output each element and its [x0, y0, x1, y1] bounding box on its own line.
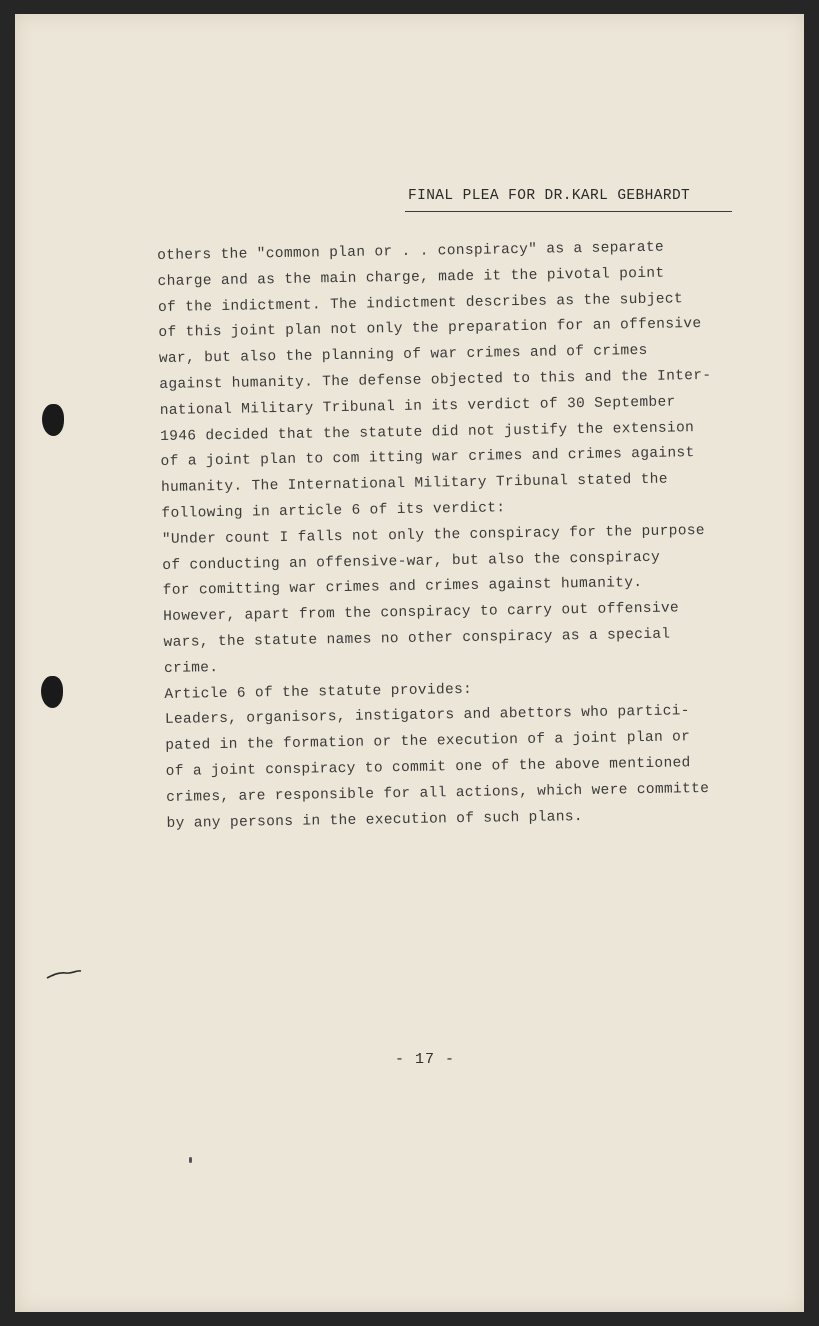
text-line: against humanity. The defense objected to this and the Inter- [159, 367, 712, 393]
text-line: of the indictment. The indictment describes as the subject [157, 290, 684, 316]
text-line: charge and as the main charge, made it the pivotal point [157, 265, 665, 290]
text-line: others the "common plan or . . conspiracy" as a separate [157, 239, 665, 264]
text-line: war, but also the planning of war crimes and of crimes [158, 343, 648, 368]
text-line: following in article 6 of its verdict: [161, 500, 506, 522]
text-line: Leaders, organisors, instigators and abettors who partici- [164, 703, 690, 729]
text-line: crime. [163, 659, 219, 677]
text-line: national Military Tribunal in its verdict of 30 September [159, 394, 676, 419]
text-line: of a joint conspiracy to commit one of the above mentioned [165, 755, 691, 780]
text-line: 1946 decided that the statute did not justify the extension [160, 419, 695, 445]
punch-hole [42, 404, 64, 436]
text-line: However, apart from the conspiracy to carry out offensive [163, 600, 680, 626]
text-line: wars, the statute names no other conspiracy as a special [163, 626, 671, 651]
text-line: pated in the formation or the execution of a joint plan or [165, 729, 691, 755]
ink-speck [189, 1157, 192, 1163]
text-line: of conducting an offensive-war, but also the conspiracy [162, 549, 661, 574]
text-line: Article 6 of the statute provides: [164, 681, 473, 703]
text-line: of a joint plan to com itting war crimes and crimes against [160, 445, 695, 471]
text-line: humanity. The International Military Tribunal stated the [160, 471, 669, 497]
document-header: FINAL PLEA FOR DR.KARL GEBHARDT [408, 188, 691, 204]
text-line: for comitting war crimes and crimes against humanity. [162, 575, 643, 600]
text-line: "Under count I falls not only the conspiracy for the purpose [161, 522, 706, 548]
text-line: by any persons in the execution of such plans. [166, 808, 584, 832]
pen-mark [46, 966, 82, 980]
text-line: of this joint plan not only the preparation for an offensive [158, 316, 702, 342]
header-underline [405, 211, 732, 212]
page-number: - 17 - [395, 1051, 456, 1068]
punch-hole [41, 676, 63, 708]
text-line: crimes, are responsible for all actions, which were committe [166, 780, 710, 806]
body-text [157, 234, 792, 838]
